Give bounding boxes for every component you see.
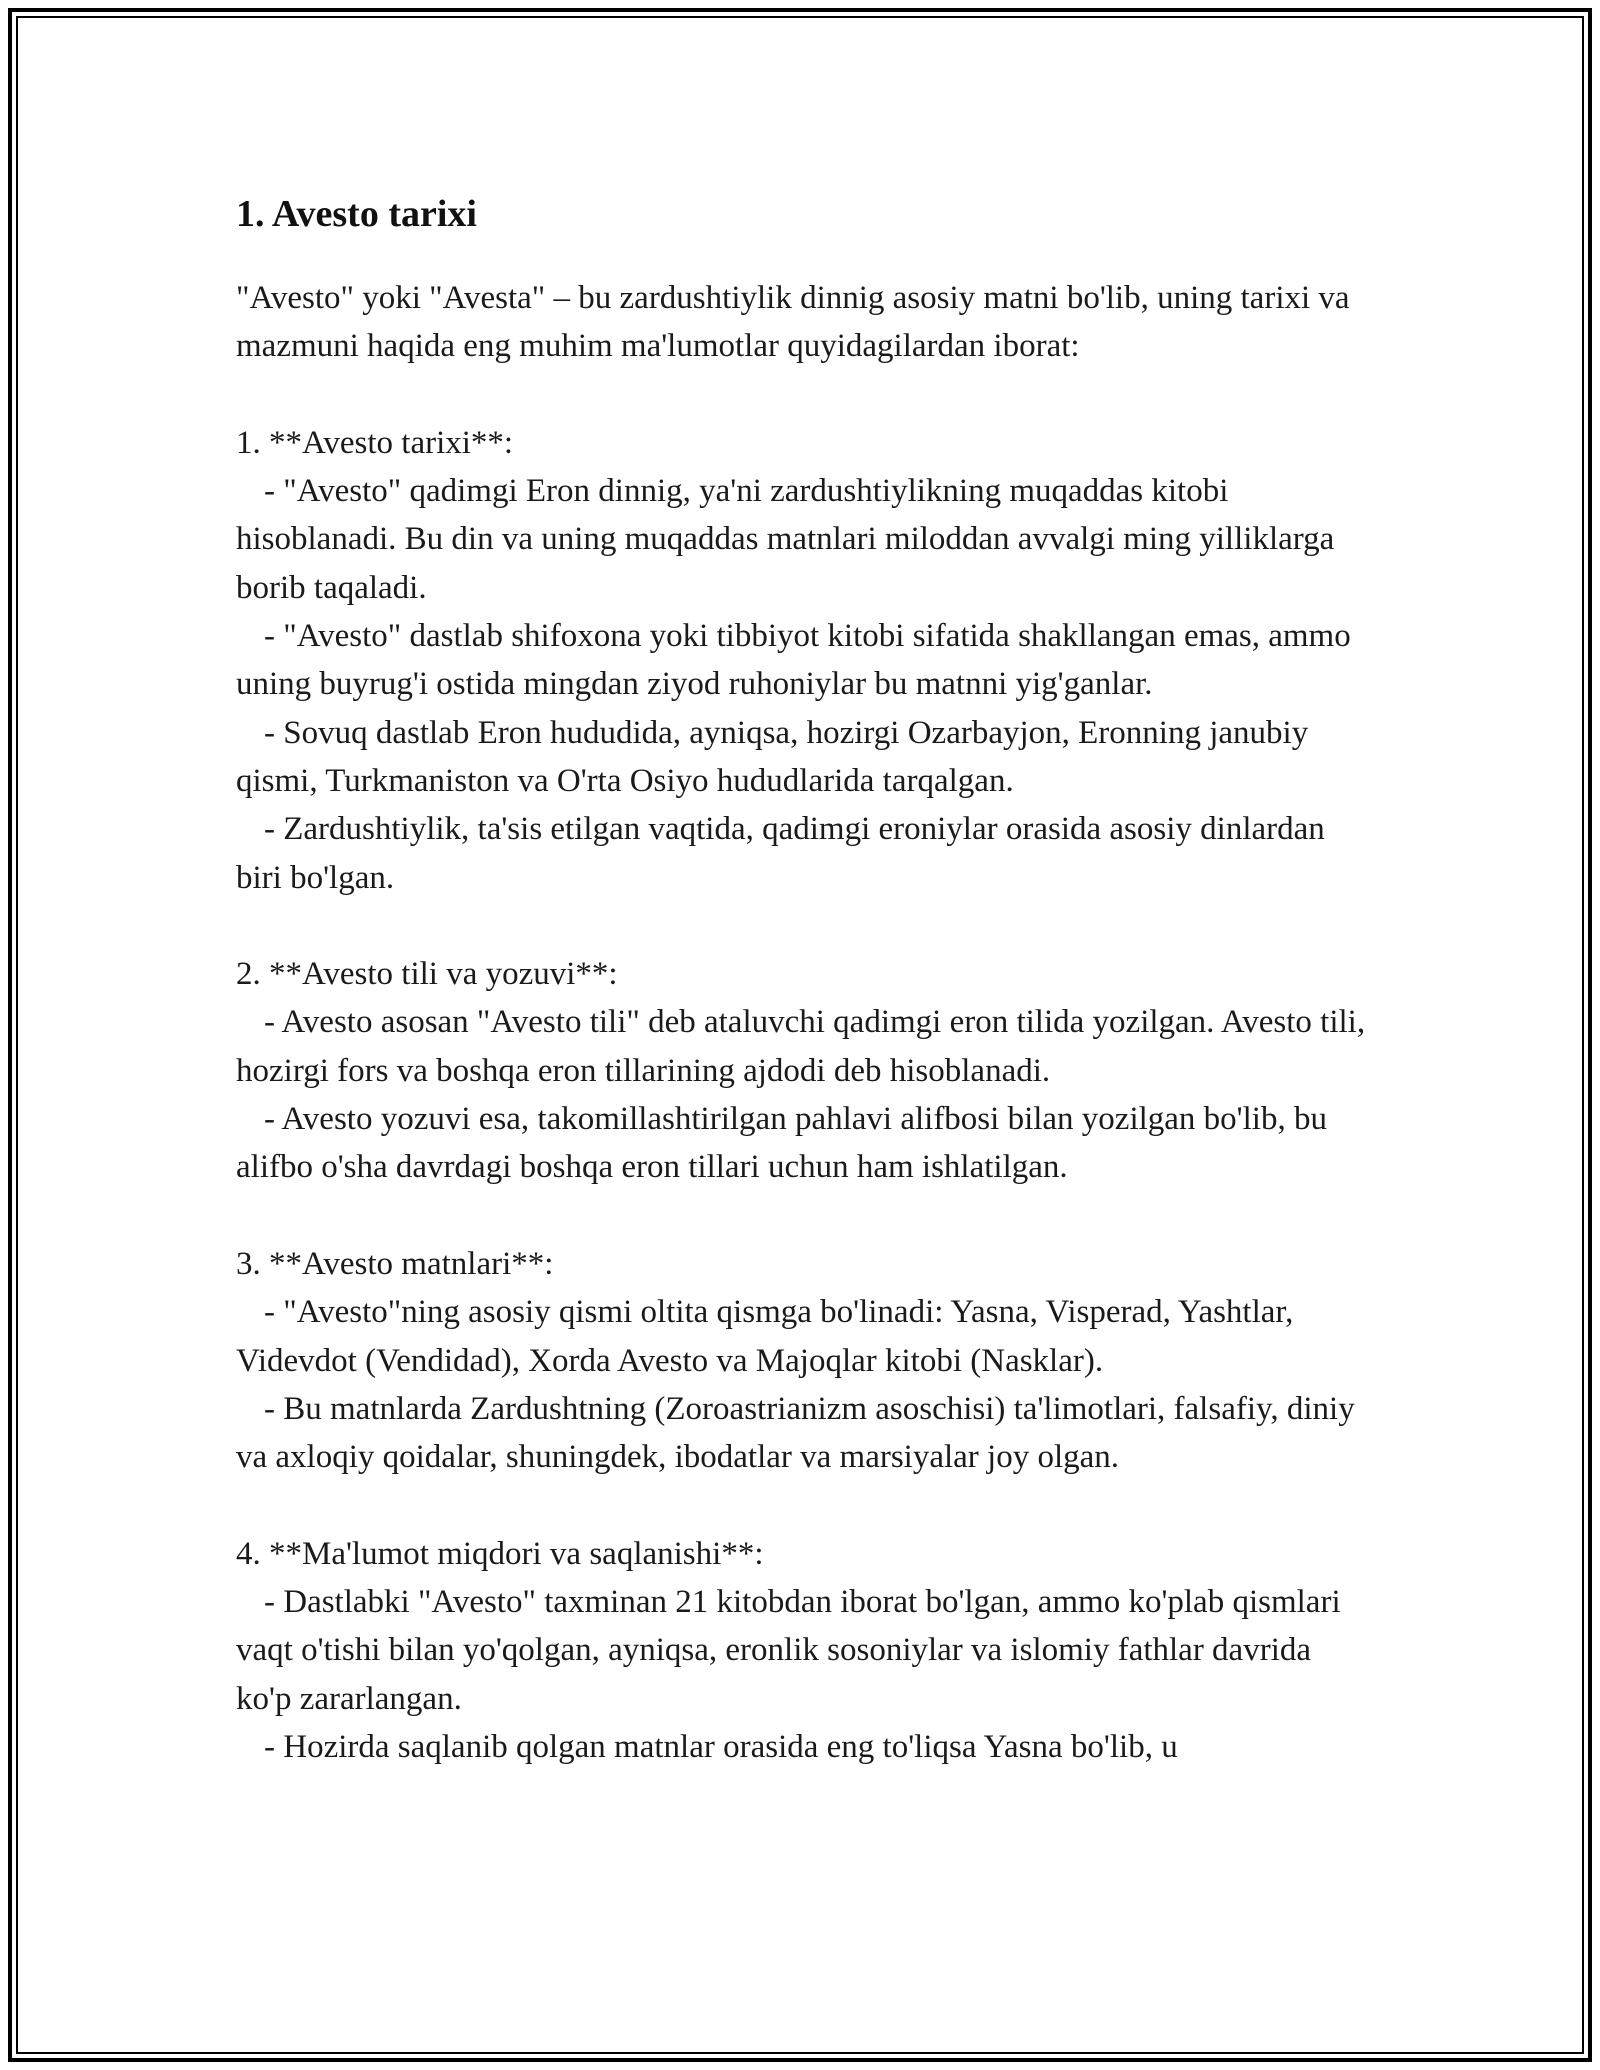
section-history bbox=[236, 419, 1366, 902]
list-item: - Zardushtiylik, ta'sis etilgan vaqtida, qadimgi eroniylar orasida asosiy dinlardan biri bo'lgan. bbox=[236, 811, 1325, 896]
section-preservation bbox=[236, 1530, 1366, 1771]
list-item: - Hozirda saqlanib qolgan matnlar orasida eng to'liqsa Yasna bo'lib, u bbox=[264, 1728, 1178, 1765]
list-item: - Bu matnlarda Zardushtning (Zoroastrianizm asoschisi) ta'limotlari, falsafiy, diniy va axloqiy qoidalar, shuningdek, ibodatlar va marsiyalar joy olgan. bbox=[236, 1390, 1355, 1476]
list-item: - "Avesto"ning asosiy qismi oltita qismga bo'linadi: Yasna, Visperad, Yashtlar, Videvdot (Vendidad), Xorda Avesto va Majoqlar kitobi (Nasklar). bbox=[236, 1294, 1294, 1379]
section-texts bbox=[236, 1240, 1366, 1481]
spacer bbox=[236, 902, 1366, 950]
document-body bbox=[236, 188, 1366, 1771]
section-title: 1. **Avesto tarixi**: bbox=[236, 424, 514, 461]
list-item: - "Avesto" qadimgi Eron dinnig, ya'ni zardushtiylikning muqaddas kitobi hisoblanadi. Bu din va uning muqaddas matnlari miloddan avvalgi ming yilliklarga borib taqaladi. bbox=[236, 473, 1335, 606]
section-title: 4. **Ma'lumot miqdori va saqlanishi**: bbox=[236, 1535, 764, 1572]
list-item: - Dastlabki "Avesto" taxminan 21 kitobdan iborat bo'lgan, ammo ko'plab qismlari vaqt o'tishi bilan yo'qolgan, ayniqsa, eronlik sosoniylar va islomiy fathlar davrida ko'p zararlangan. bbox=[236, 1584, 1341, 1717]
list-item: - "Avesto" dastlab shifoxona yoki tibbiyot kitobi sifatida shakllangan emas, ammo uning buyrug'i ostida mingdan ziyod ruhoniylar bu matnni yig'ganlar. bbox=[236, 618, 1351, 703]
intro-paragraph: "Avesto" yoki "Avesta" – bu zardushtiylik dinnig asosiy matni bo'lib, uning tarixi va mazmuni haqida eng muhim ma'lumotlar quyidagilardan iborat: bbox=[236, 280, 1350, 365]
document-heading: 1. Avesto tarixi bbox=[236, 193, 477, 235]
list-item: - Avesto asosan "Avesto tili" deb ataluvchi qadimgi eron tilida yozilgan. Avesto tili, hozirgi fors va boshqa eron tillarining ajdodi deb hisoblanadi. bbox=[236, 1004, 1366, 1089]
spacer bbox=[236, 371, 1366, 419]
section-language bbox=[236, 950, 1366, 1191]
list-item: - Avesto yozuvi esa, takomillashtirilgan pahlavi alifbosi bilan yozilgan bo'lib, bu alifbo o'sha davrdagi boshqa eron tillari uchun ham ishlatilgan. bbox=[236, 1101, 1327, 1186]
list-item: - Sovuq dastlab Eron hududida, ayniqsa, hozirgi Ozarbayjon, Eronning janubiy qismi, Turkmaniston va O'rta Osiyo hududlarida tarqalgan. bbox=[236, 714, 1309, 799]
section-title: 2. **Avesto tili va yozuvi**: bbox=[236, 956, 618, 993]
section-title: 3. **Avesto matnlari**: bbox=[236, 1245, 554, 1282]
spacer bbox=[236, 1192, 1366, 1240]
spacer bbox=[236, 1481, 1366, 1529]
